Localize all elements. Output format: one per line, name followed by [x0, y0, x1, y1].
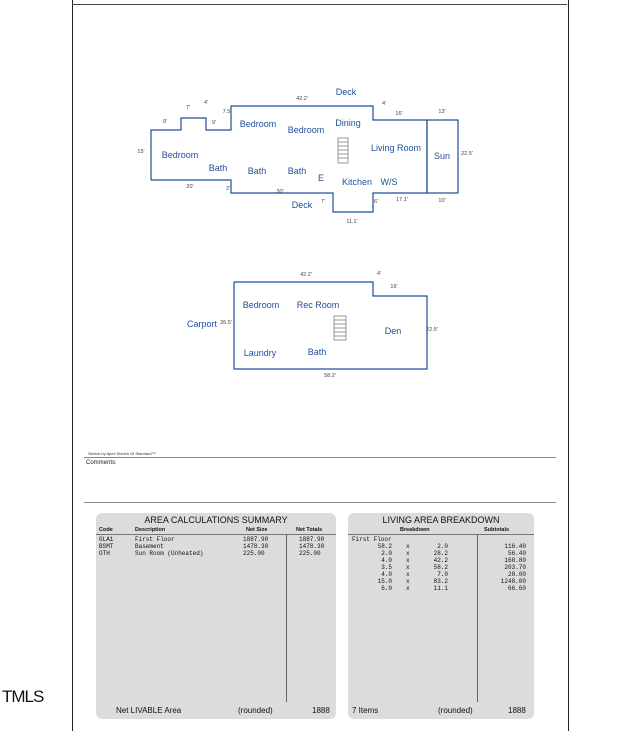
- dimension-label: 7.5': [222, 109, 232, 115]
- net-livable-rounded: (rounded): [238, 706, 273, 715]
- room-label: Deck: [291, 200, 313, 210]
- room-label: Dining: [335, 118, 361, 128]
- room-label: Laundry: [243, 348, 277, 358]
- dimension-label: 20': [186, 184, 194, 190]
- area-net-totals-cell: 1478.30: [299, 543, 325, 550]
- breakdown-x-cell: x: [406, 571, 410, 578]
- dimension-label: 10': [438, 198, 446, 204]
- breakdown-a-cell: 4.0: [381, 557, 392, 564]
- dimension-label: 13': [438, 109, 446, 115]
- column-rule: [477, 534, 478, 702]
- room-label: Bath: [307, 347, 327, 357]
- dimension-label: 42.2': [300, 272, 312, 278]
- breakdown-b-cell: 11.1: [433, 585, 448, 592]
- divider: [84, 457, 556, 458]
- items-count: 7 Items: [352, 706, 379, 715]
- area-description-cell: Basement: [135, 543, 164, 550]
- area-net-size-cell: 1887.90: [243, 536, 269, 543]
- breakdown-sub-cell: 1248.00: [500, 578, 526, 585]
- col-breakdown: Breakdown: [400, 527, 430, 533]
- dimension-label: 7': [320, 199, 326, 205]
- breakdown-sub-cell: 116.40: [504, 543, 526, 550]
- dimension-label: 22.5': [461, 151, 473, 157]
- area-code-cell: OTH: [99, 550, 110, 557]
- breakdown-a-cell: 2.0: [381, 550, 392, 557]
- breakdown-sub-cell: 28.00: [507, 571, 526, 578]
- room-label: Carport: [186, 319, 218, 329]
- breakdown-x-cell: x: [406, 550, 410, 557]
- col-net-size: Net Size: [246, 527, 268, 533]
- dimension-label: 11.1': [346, 219, 358, 225]
- dimension-label: 17.1': [396, 197, 408, 203]
- area-net-totals-cell: 1887.90: [299, 536, 325, 543]
- area-summary-title: AREA CALCULATIONS SUMMARY: [144, 515, 288, 525]
- area-code-cell: GLA1: [99, 536, 114, 543]
- upper-stairs: [338, 138, 348, 163]
- room-label: Bedroom: [242, 300, 280, 310]
- dimension-label: 4': [376, 271, 382, 277]
- breakdown-sub-cell: 66.60: [507, 585, 526, 592]
- net-livable-value: 1888: [312, 706, 330, 715]
- room-label: Bedroom: [287, 125, 325, 135]
- breakdown-b-cell: 42.2: [433, 557, 448, 564]
- area-net-size-cell: 225.00: [243, 550, 265, 557]
- header-rule: [96, 534, 336, 535]
- col-subtotals: Subtotals: [484, 527, 510, 533]
- breakdown-a-cell: 15.0: [377, 578, 392, 585]
- breakdown-value: 1888: [508, 706, 526, 715]
- room-label: Living Room: [370, 143, 422, 153]
- column-rule: [286, 534, 287, 702]
- lower-stairs: [334, 316, 346, 340]
- dimension-label: 15': [137, 149, 145, 155]
- dimension-label: 30': [276, 189, 284, 195]
- breakdown-x-cell: x: [406, 585, 410, 592]
- room-label: Rec Room: [296, 300, 340, 310]
- room-label: Den: [384, 326, 402, 336]
- room-label: W/S: [380, 177, 398, 187]
- net-livable-label: Net LIVABLE Area: [116, 706, 182, 715]
- room-label: Kitchen: [341, 177, 373, 187]
- dimension-label: 9': [162, 119, 168, 125]
- breakdown-a-cell: 6.0: [381, 585, 392, 592]
- area-code-cell: BSMT: [99, 543, 114, 550]
- dimension-label: 22.5': [426, 327, 438, 333]
- col-net-totals: Net Totals: [296, 527, 323, 533]
- breakdown-sub-cell: 56.40: [507, 550, 526, 557]
- room-label: E: [317, 173, 325, 183]
- area-net-size-cell: 1478.30: [243, 543, 269, 550]
- breakdown-x-cell: x: [406, 564, 410, 571]
- header-rule: [348, 534, 534, 535]
- divider: [84, 502, 556, 503]
- section-label: First Floor: [352, 536, 392, 543]
- dimension-label: 26.5': [220, 320, 232, 326]
- breakdown-a-cell: 58.2: [377, 543, 392, 550]
- living-breakdown-title: LIVING AREA BREAKDOWN: [382, 515, 500, 525]
- sketch-credit: Sketch by Apex Sketch v5 Standard™: [88, 451, 156, 456]
- area-description-cell: First Floor: [135, 536, 175, 543]
- dimension-label: 7': [185, 105, 191, 111]
- breakdown-sub-cell: 168.80: [504, 557, 526, 564]
- breakdown-x-cell: x: [406, 543, 410, 550]
- dimension-label: 4': [381, 101, 387, 107]
- breakdown-b-cell: 2.0: [437, 543, 448, 550]
- room-label: Bedroom: [239, 119, 277, 129]
- room-label: Bath: [208, 163, 228, 173]
- dimension-label: 16': [390, 284, 398, 290]
- breakdown-b-cell: 28.2: [433, 550, 448, 557]
- breakdown-a-cell: 4.0: [381, 571, 392, 578]
- breakdown-x-cell: x: [406, 557, 410, 564]
- breakdown-rounded: (rounded): [438, 706, 473, 715]
- col-description: Description: [135, 527, 166, 533]
- breakdown-sub-cell: 203.70: [504, 564, 526, 571]
- dimension-label: 9': [211, 120, 217, 126]
- area-net-totals-cell: 225.00: [299, 550, 321, 557]
- dimension-label: 2': [225, 186, 231, 192]
- breakdown-x-cell: x: [406, 578, 410, 585]
- dimension-label: 42.2': [296, 96, 308, 102]
- room-label: Bedroom: [161, 150, 199, 160]
- area-description-cell: Sun Room (Unheated): [135, 550, 204, 557]
- living-breakdown-panel: [348, 513, 534, 719]
- dimension-label: 16': [395, 111, 403, 117]
- comments-label: Comments:: [86, 460, 117, 466]
- dimension-label: 4': [203, 100, 209, 106]
- col-code: Code: [99, 527, 113, 533]
- room-label: Sun: [433, 151, 451, 161]
- breakdown-b-cell: 83.2: [433, 578, 448, 585]
- room-label: Bath: [287, 166, 307, 176]
- room-label: Bath: [247, 166, 267, 176]
- area-summary-panel: [96, 513, 336, 719]
- breakdown-b-cell: 7.0: [437, 571, 448, 578]
- room-label: Deck: [335, 87, 357, 97]
- tmls-logo: TMLS: [2, 687, 44, 706]
- dimension-label: 6': [373, 199, 379, 205]
- breakdown-a-cell: 3.5: [381, 564, 392, 571]
- dimension-label: 58.2': [324, 373, 336, 379]
- breakdown-b-cell: 58.2: [433, 564, 448, 571]
